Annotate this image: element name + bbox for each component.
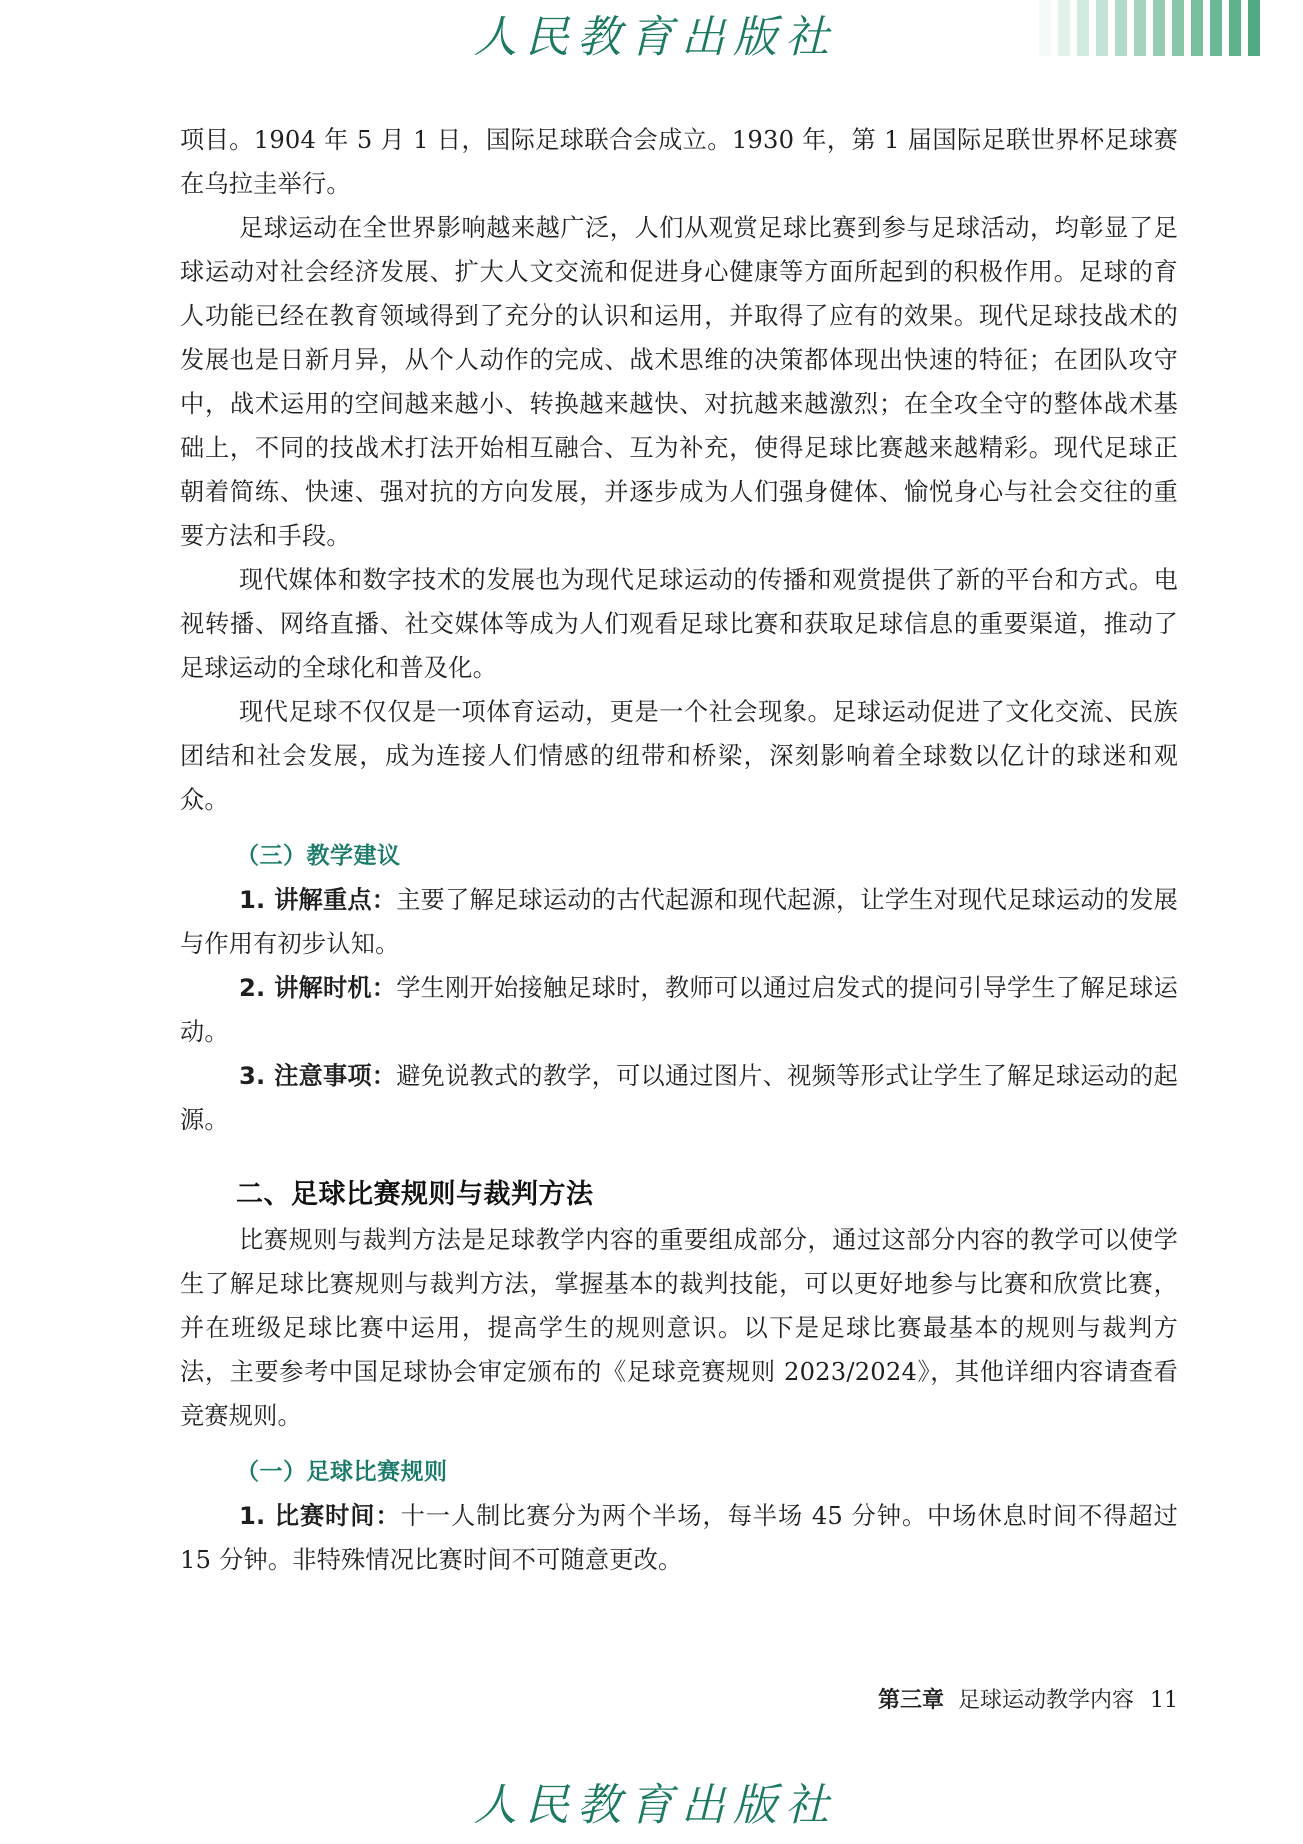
list-item-text: 学生刚开始接触足球时，教师可以通过启发式的提问引导学生了解足球运动。 <box>180 974 1179 1046</box>
header-stripe <box>1153 0 1165 56</box>
list-item-text: 主要了解足球运动的古代起源和现代起源，让学生对现代足球运动的发展与作用有初步认知。 <box>180 886 1179 958</box>
paragraph-football-influence: 足球运动在全世界影响越来越广泛，人们从观赏足球比赛到参与足球活动，均彰显了足球运动对社会经济发展、扩大人文交流和促进身心健康等方面所起到的积极作用。足球的育人功能已经在教育领域得到了充分的认识和运用，并取得了应有的效果。现代足球技战术的发展也是日新月异，从个人动作的完成、战术思维的决策都体现出快速的特征；在团队攻守中，战术运用的空间越来越小、转换越来越快、对抗越来越激烈；在全攻全守的整体战术基础上，不同的技战术打法开始相互融合、互为补充，使得足球比赛越来越精彩。现代足球正朝着简练、快速、强对抗的方向发展，并逐步成为人们强身健体、愉悦身心与社会交往的重要方法和手段。 <box>180 214 1178 550</box>
page-content <box>180 118 1178 1582</box>
header-stripe <box>1172 0 1184 56</box>
chapter-number: 第三章 <box>877 1688 944 1713</box>
publisher-logo-text: 人民教育出版社 <box>475 1780 835 1831</box>
list-item-lead: 2. 讲解时机： <box>239 974 397 1002</box>
header-stripe <box>1210 0 1222 56</box>
header-stripe <box>1229 0 1241 56</box>
chapter-title: 足球运动教学内容 <box>957 1688 1134 1713</box>
paragraph-media-technology: 现代媒体和数字技术的发展也为现代足球运动的传播和观赏提供了新的平台和方式。电视转播、网络直播、社交媒体等成为人们观看足球比赛和获取足球信息的重要渠道，推动了足球运动的全球化和普及化。 <box>180 566 1178 682</box>
list-item-timing <box>180 966 1178 1054</box>
header-stripe <box>1115 0 1127 56</box>
header-stripe-decoration <box>1033 0 1303 56</box>
header-stripe <box>1039 0 1051 56</box>
list-item-text: 十一人制比赛分为两个半场，每半场 45 分钟。中场休息时间不得超过 15 分钟。非特殊情况比赛时间不可随意更改。 <box>180 1502 1178 1574</box>
list-item-text: 避免说教式的教学，可以通过图片、视频等形式让学生了解足球运动的起源。 <box>180 1062 1179 1134</box>
section-heading-rules-and-refereeing: 二、足球比赛规则与裁判方法 <box>236 1179 594 1210</box>
header-stripe <box>1248 0 1260 56</box>
header-stripe <box>1058 0 1070 56</box>
paragraph-fifa-history: 项目。1904 年 5 月 1 日，国际足球联合会成立。1930 年，第 1 届国际足联世界杯足球赛在乌拉圭举行。 <box>180 126 1178 198</box>
list-item-key-points <box>180 878 1178 966</box>
paragraph-rules-introduction: 比赛规则与裁判方法是足球教学内容的重要组成部分，通过这部分内容的教学可以使学生了解足球比赛规则与裁判方法，掌握基本的裁判技能，可以更好地参与比赛和欣赏比赛，并在班级足球比赛中运用，提高学生的规则意识。以下是足球比赛最基本的规则与裁判方法，主要参考中国足球协会审定颁布的《足球竞赛规则 2023/2024》，其他详细内容请查看竞赛规则。 <box>180 1226 1178 1430</box>
publisher-logo-footer <box>475 1770 835 1840</box>
header-stripe <box>1134 0 1146 56</box>
publisher-logo-header <box>475 2 835 72</box>
publisher-logo-text: 人民教育出版社 <box>475 12 835 63</box>
list-item-match-time <box>180 1494 1178 1582</box>
list-item-lead: 3. 注意事项： <box>239 1062 397 1090</box>
subheading-teaching-suggestions: （三）教学建议 <box>236 843 401 869</box>
page-number: 11 <box>1150 1688 1178 1713</box>
header-stripe <box>1077 0 1089 56</box>
header-stripe <box>1096 0 1108 56</box>
paragraph-social-phenomenon: 现代足球不仅仅是一项体育运动，更是一个社会现象。足球运动促进了文化交流、民族团结和社会发展，成为连接人们情感的纽带和桥梁，深刻影响着全球数以亿计的球迷和观众。 <box>180 698 1178 814</box>
subheading-match-rules: （一）足球比赛规则 <box>236 1459 448 1485</box>
header-stripe <box>1191 0 1203 56</box>
chapter-footer <box>878 1686 1178 1716</box>
list-item-notes <box>180 1054 1178 1142</box>
list-item-lead: 1. 比赛时间： <box>239 1502 401 1530</box>
list-item-lead: 1. 讲解重点： <box>239 886 397 914</box>
